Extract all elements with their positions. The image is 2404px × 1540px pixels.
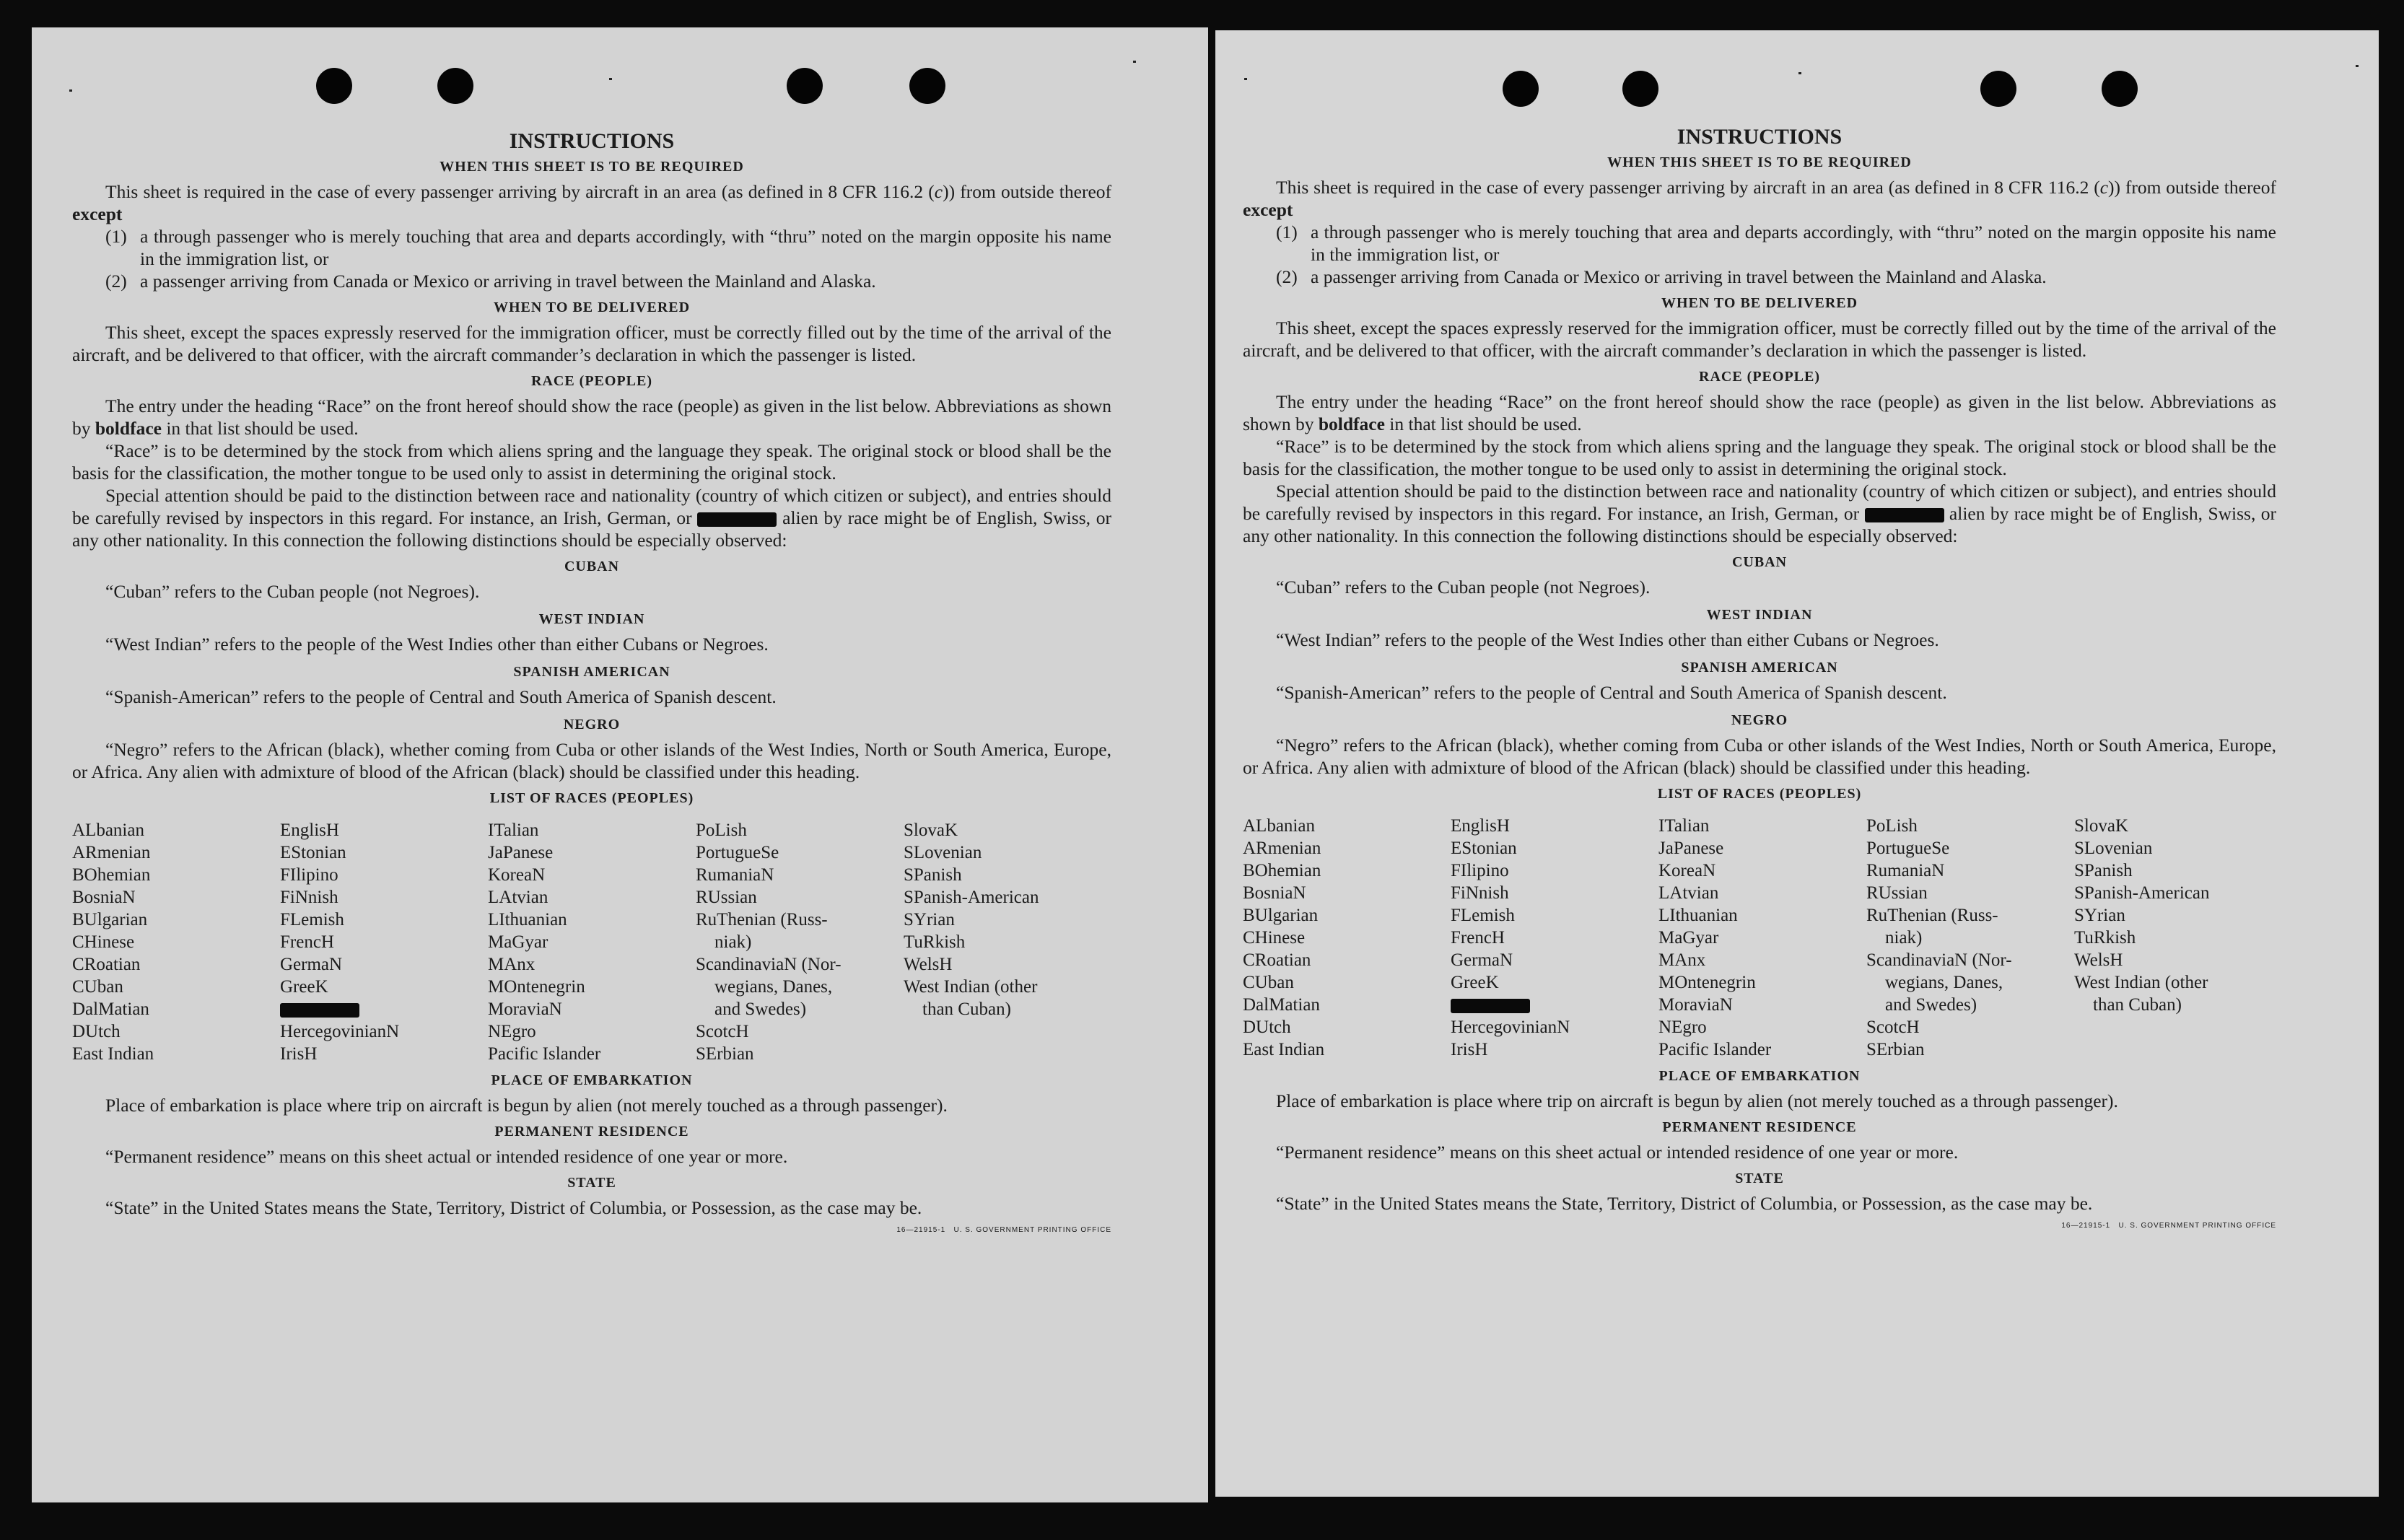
race-item: GermaN — [280, 955, 343, 974]
race-item: LIthuanian — [488, 910, 567, 929]
race-item: KoreaN — [1658, 861, 1716, 880]
race-item: FrencH — [280, 932, 334, 952]
race-item: CUban — [1243, 973, 1294, 992]
section-heading: PLACE OF EMBARKATION — [491, 1072, 693, 1088]
race-item: BUlgarian — [72, 910, 148, 929]
section-heading: SPANISH AMERICAN — [1681, 660, 1838, 675]
race-column — [280, 819, 488, 1065]
section-heading: CUBAN — [564, 559, 620, 574]
section-heading: PERMANENT RESIDENCE — [1662, 1119, 1857, 1135]
section-heading: STATE — [567, 1175, 616, 1191]
race-item: East Indian — [1243, 1040, 1325, 1059]
race-item: SlovaK — [2074, 816, 2128, 836]
race-paragraph: “Race” is to be determined by the stock from which aliens spring and the language they speak. The original stock or blood shall be the basis for the classification, the mother tongue to be used only to assist in determining the original stock. — [72, 440, 1111, 484]
section-heading: STATE — [1735, 1171, 1784, 1186]
race-item: FrencH — [1451, 928, 1505, 948]
speck — [1244, 78, 1247, 80]
race-item: RUssian — [1866, 883, 1928, 903]
race-item: RumaniaN — [1866, 861, 1945, 880]
speck — [1798, 72, 1801, 74]
section-heading: WEST INDIAN — [1706, 607, 1813, 623]
definition-text: “Spanish-American” refers to the people of Central and South America of Spanish descent. — [105, 686, 777, 707]
race-item: GreeK — [280, 977, 328, 997]
race-item: ARmenian — [1243, 839, 1321, 858]
race-item: ALbanian — [1243, 816, 1315, 836]
page-footer — [1243, 1215, 2276, 1237]
section-heading: SPANISH AMERICAN — [513, 664, 670, 680]
delivered-text: This sheet, except the spaces expressly reserved for the immigration officer, must be correctly filled out by the time of the arrival of the aircraft, and be delivered to that officer, with the aircraft commander’s declaration in which the passenger is listed. — [1243, 318, 2276, 361]
race-item: FLemish — [1451, 906, 1515, 925]
race-item: SYrian — [904, 910, 955, 929]
race-item: CRoatian — [72, 955, 141, 974]
section-heading: WHEN THIS SHEET IS TO BE REQUIRED — [440, 159, 744, 175]
race-item — [1451, 994, 1658, 1016]
race-item: TuRkish — [2074, 928, 2136, 948]
race-item: Pacific Islander — [1658, 1040, 1772, 1059]
race-item — [280, 998, 488, 1020]
race-item: MaGyar — [1658, 928, 1719, 948]
race-item: FIlipino — [280, 865, 338, 885]
race-column — [1658, 815, 1866, 1061]
race-item: CHinese — [72, 932, 135, 952]
race-item: LAtvian — [488, 888, 548, 907]
race-item: SErbian — [1866, 1040, 1925, 1059]
race-item: CHinese — [1243, 928, 1306, 948]
definition-text: “West Indian” refers to the people of the West Indies other than either Cubans or Negroes. — [1276, 629, 1939, 650]
race-item: SPanish-American — [2074, 883, 2210, 903]
definition-text: Place of embarkation is place where trip on aircraft is begun by alien (not merely touched as a through passenger). — [105, 1095, 948, 1116]
race-item: ITalian — [488, 821, 539, 840]
race-item: BOhemian — [72, 865, 151, 885]
race-item: GermaN — [1451, 950, 1513, 970]
race-item: EStonian — [1451, 839, 1517, 858]
race-item: RuThenian (Russ- — [696, 910, 828, 929]
race-paragraph: Special attention should be paid to the distinction between race and nationality (country of which citizen or subject), and entries should be carefully revised by inspectors in this regard. For instance, an Irish, German, or alien by race might be of English, Swiss, or any other nationality. In this connection the following distinctions should be especially observed: — [72, 485, 1111, 551]
redaction-mark — [280, 1003, 359, 1018]
race-item: ScotcH — [1866, 1018, 1920, 1037]
race-item: RUssian — [696, 888, 757, 907]
race-paragraph: The entry under the heading “Race” on the front hereof should show the race (people) as given in the list below. Abbreviations as shown by boldface in that list should be used. — [72, 395, 1111, 439]
required-intro: This sheet is required in the case of every passenger arriving by aircraft in an area (as defined in 8 CFR 116.2 (c)) from outside thereof except — [72, 181, 1111, 224]
speck — [609, 78, 612, 80]
page-title: INSTRUCTIONS — [509, 129, 675, 153]
page-footer — [72, 1219, 1111, 1241]
section-heading: RACE (PEOPLE) — [531, 373, 652, 389]
race-item: JaPanese — [488, 843, 554, 862]
race-column — [696, 819, 904, 1065]
race-item: IrisH — [280, 1044, 318, 1064]
definition-text: “Permanent residence” means on this sheet actual or intended residence of one year or more. — [1276, 1142, 1959, 1163]
punch-hole — [1980, 71, 2016, 107]
section-heading: PLACE OF EMBARKATION — [1658, 1068, 1861, 1084]
section-heading: WHEN TO BE DELIVERED — [1661, 295, 1858, 311]
race-item: RumaniaN — [696, 865, 774, 885]
race-column — [1243, 815, 1451, 1061]
page-title: INSTRUCTIONS — [1677, 125, 1843, 149]
race-item: MoraviaN — [1658, 995, 1733, 1015]
race-item: ScotcH — [696, 1022, 749, 1041]
section-heading: WHEN TO BE DELIVERED — [493, 299, 691, 315]
section-heading: WHEN THIS SHEET IS TO BE REQUIRED — [1607, 154, 1912, 170]
race-item: DUtch — [72, 1022, 121, 1041]
speck — [69, 89, 72, 92]
punch-hole — [787, 68, 823, 104]
exception-list — [72, 225, 1111, 292]
race-item: LAtvian — [1658, 883, 1719, 903]
required-intro: This sheet is required in the case of every passenger arriving by aircraft in an area (as defined in 8 CFR 116.2 (c)) from outside thereof except — [1243, 177, 2276, 220]
race-item: RuThenian (Russ- — [1866, 906, 1998, 925]
section-heading: WEST INDIAN — [538, 611, 645, 627]
race-item: BOhemian — [1243, 861, 1321, 880]
race-item: ALbanian — [72, 821, 144, 840]
punch-hole — [316, 68, 352, 104]
race-item: MAnx — [488, 955, 536, 974]
section-heading: LIST OF RACES (PEOPLES) — [489, 790, 694, 806]
definition-text: “Cuban” refers to the Cuban people (not Negroes). — [1276, 577, 1651, 598]
race-item: LIthuanian — [1658, 906, 1738, 925]
race-item: IrisH — [1451, 1040, 1488, 1059]
race-column — [904, 819, 1111, 1065]
list-item: (1) a through passenger who is merely touching that area and departs accordingly, with “thru” noted on the margin opposite his name in the immigration list, or — [1276, 222, 2276, 265]
punch-hole — [437, 68, 473, 104]
race-item: MaGyar — [488, 932, 548, 952]
race-paragraph: Special attention should be paid to the distinction between race and nationality (country of which citizen or subject), and entries should be carefully revised by inspectors in this regard. For instance, an Irish, German, or alien by race might be of English, Swiss, or any other nationality. In this connection the following distinctions should be especially observed: — [1243, 481, 2277, 546]
punch-hole — [1622, 71, 1658, 107]
race-item: PoLish — [1866, 816, 1918, 836]
race-item: wegians, Danes, — [714, 977, 833, 997]
definition-text: “Spanish-American” refers to the people of Central and South America of Spanish descent. — [1276, 682, 1947, 703]
race-item: niak) — [714, 932, 752, 952]
race-item: PoLish — [696, 821, 747, 840]
race-item: FiNnish — [1451, 883, 1509, 903]
race-item: SlovaK — [904, 821, 958, 840]
race-item: East Indian — [72, 1044, 154, 1064]
list-item: (2) a passenger arriving from Canada or Mexico or arriving in travel between the Mainland and Alaska. — [105, 271, 876, 292]
race-column — [72, 819, 280, 1065]
race-item: FIlipino — [1451, 861, 1509, 880]
race-item: DalMatian — [1243, 995, 1320, 1015]
race-item: ScandinaviaN (Nor- — [1866, 950, 2012, 970]
race-item: than Cuban) — [922, 999, 1011, 1019]
race-item: DUtch — [1243, 1018, 1291, 1037]
race-item: EnglisH — [1451, 816, 1510, 836]
race-item: EStonian — [280, 843, 346, 862]
race-item: MAnx — [1658, 950, 1706, 970]
race-item: than Cuban) — [2093, 995, 2182, 1015]
race-column — [1451, 815, 1658, 1061]
exception-list — [1243, 221, 2276, 288]
race-item: SLovenian — [904, 843, 982, 862]
race-item: BosniaN — [72, 888, 136, 907]
redaction-mark — [697, 512, 777, 527]
race-item: WelsH — [2074, 950, 2123, 970]
race-list — [1243, 815, 2276, 1061]
race-item: SErbian — [696, 1044, 754, 1064]
race-item: SYrian — [2074, 906, 2125, 925]
race-item: wegians, Danes, — [1885, 973, 2003, 992]
list-item: (2) a passenger arriving from Canada or Mexico or arriving in travel between the Mainland and Alaska. — [1276, 266, 2047, 287]
race-item: West Indian (other — [2074, 973, 2208, 992]
race-item: JaPanese — [1658, 839, 1724, 858]
section-heading: RACE (PEOPLE) — [1699, 369, 1820, 385]
race-item: niak) — [1885, 928, 1923, 948]
race-column — [1866, 815, 2074, 1061]
race-item: NEgro — [1658, 1018, 1707, 1037]
redaction-mark — [1865, 508, 1944, 522]
race-list — [72, 819, 1111, 1065]
race-item: TuRkish — [904, 932, 966, 952]
race-item: MOntenegrin — [1658, 973, 1756, 992]
race-item: SPanish — [904, 865, 962, 885]
race-item: CUban — [72, 977, 123, 997]
instructions-content — [1243, 124, 2276, 1237]
document-page-right — [1215, 30, 2379, 1497]
race-item: ITalian — [1658, 816, 1710, 836]
race-item: Pacific Islander — [488, 1044, 601, 1064]
race-item: and Swedes) — [1885, 995, 1977, 1015]
race-column — [2074, 815, 2282, 1061]
race-item: KoreaN — [488, 865, 546, 885]
section-heading: NEGRO — [563, 717, 621, 732]
punch-hole — [909, 68, 945, 104]
definition-text: “West Indian” refers to the people of the West Indies other than either Cubans or Negroes. — [105, 634, 769, 655]
list-item: (1) a through passenger who is merely touching that area and departs accordingly, with “thru” noted on the margin opposite his name in the immigration list, or — [105, 226, 1111, 269]
section-heading: PERMANENT RESIDENCE — [494, 1124, 689, 1139]
section-heading: LIST OF RACES (PEOPLES) — [1657, 786, 1862, 802]
section-heading: NEGRO — [1731, 712, 1788, 728]
punch-hole — [2102, 71, 2138, 107]
definition-text: “State” in the United States means the State, Territory, District of Columbia, or Possession, as the case may be. — [1276, 1193, 2093, 1214]
form-imprint: 16—21915-1 U. S. GOVERNMENT PRINTING OFFICE — [2061, 1222, 2276, 1230]
race-item: West Indian (other — [904, 977, 1038, 997]
race-item: GreeK — [1451, 973, 1499, 992]
race-item: FiNnish — [280, 888, 338, 907]
instructions-content — [72, 128, 1111, 1241]
race-item: CRoatian — [1243, 950, 1311, 970]
definition-text: “Permanent residence” means on this sheet actual or intended residence of one year or more. — [105, 1146, 788, 1167]
definition-text: “Negro” refers to the African (black), whether coming from Cuba or other islands of the West Indies, North or South America, Europe, or Africa. Any alien with admixture of blood of the African (black) should be classified under this heading. — [72, 739, 1111, 782]
delivered-text: This sheet, except the spaces expressly reserved for the immigration officer, must be correctly filled out by the time of the arrival of the aircraft, and be delivered to that officer, with the aircraft commander’s declaration in which the passenger is listed. — [72, 322, 1111, 365]
race-item: NEgro — [488, 1022, 536, 1041]
race-item: SPanish-American — [904, 888, 1039, 907]
punch-hole — [1503, 71, 1539, 107]
race-item: HercegovinianN — [1451, 1018, 1570, 1037]
race-item: ARmenian — [72, 843, 151, 862]
race-paragraph: The entry under the heading “Race” on the front hereof should show the race (people) as given in the list below. Abbreviations as shown by boldface in that list should be used. — [1243, 391, 2276, 434]
race-item: BosniaN — [1243, 883, 1306, 903]
redaction-mark — [1451, 999, 1530, 1013]
definition-text: “Negro” refers to the African (black), whether coming from Cuba or other islands of the West Indies, North or South America, Europe, or Africa. Any alien with admixture of blood of the African (black) should be classified under this heading. — [1243, 735, 2276, 778]
race-item: PortugueSe — [696, 843, 779, 862]
race-item: and Swedes) — [714, 999, 807, 1019]
race-item: SLovenian — [2074, 839, 2153, 858]
document-page-left — [32, 27, 1208, 1502]
race-item: PortugueSe — [1866, 839, 1950, 858]
race-item: SPanish — [2074, 861, 2133, 880]
definition-text: “Cuban” refers to the Cuban people (not Negroes). — [105, 581, 480, 602]
race-item: EnglisH — [280, 821, 339, 840]
race-item: MoraviaN — [488, 999, 562, 1019]
race-item: HercegovinianN — [280, 1022, 400, 1041]
race-item: DalMatian — [72, 999, 149, 1019]
section-heading: CUBAN — [1731, 554, 1788, 570]
race-item: WelsH — [904, 955, 953, 974]
definition-text: Place of embarkation is place where trip on aircraft is begun by alien (not merely touched as a through passenger). — [1276, 1090, 2118, 1111]
race-item: MOntenegrin — [488, 977, 585, 997]
race-item: FLemish — [280, 910, 344, 929]
race-item: ScandinaviaN (Nor- — [696, 955, 842, 974]
speck — [2356, 65, 2359, 67]
race-item: BUlgarian — [1243, 906, 1319, 925]
definition-text: “State” in the United States means the State, Territory, District of Columbia, or Possession, as the case may be. — [105, 1197, 922, 1218]
form-imprint: 16—21915-1 U. S. GOVERNMENT PRINTING OFFICE — [896, 1226, 1111, 1234]
race-paragraph: “Race” is to be determined by the stock from which aliens spring and the language they speak. The original stock or blood shall be the basis for the classification, the mother tongue to be used only to assist in determining the original stock. — [1243, 436, 2276, 479]
race-column — [488, 819, 696, 1065]
speck — [1133, 61, 1136, 63]
